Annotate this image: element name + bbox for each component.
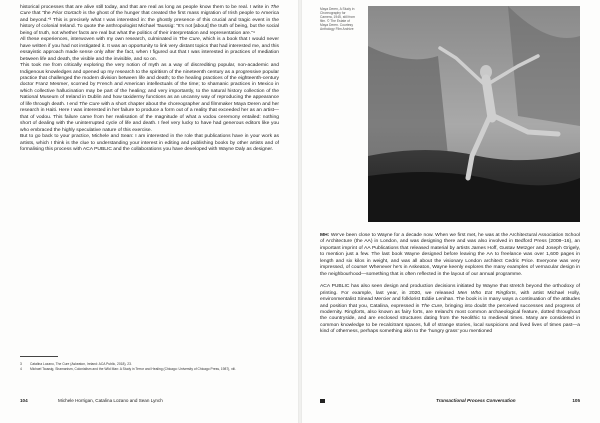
left-body-text: [20, 5, 279, 153]
text-run: is the ghost of the hunger that created the first mass migration of Irish people to America and beyond.”³ This is precisely what I was interested in: the ghostly presence of this crucial and tragic event in the history of colonial Ireland. To quote the anthropologist Michael Taussig: “It’s not [about] the truth of being, but the social being of truth, not whether facts are real but what the politics of their interpretation and representation are.”⁴: [20, 11, 279, 36]
footnote-text: Catalina Lozano, The Cure (Askeaton, Ireland: ACA Public, 2018), 23.: [30, 362, 132, 366]
text-run: , with artist Michael Holly, environmentalist Sinead Mercier and folklorist Eddie Lenihan. The book is in many ways a continuation of the attitudes and position that you, Catalina, expressed in: [320, 290, 580, 309]
italic-title: The Cure: [20, 5, 279, 17]
italic-title: The Cure: [421, 303, 443, 309]
text-run: ACA PUBLIC has also seen design and production decisions initiated by Wayne that stretch beyond the orthodoxy of printing. For example, last year, in 2020, we released: [320, 284, 580, 296]
italic-title: Men Who Eat Ringforts: [457, 290, 516, 296]
paragraph: [20, 134, 279, 153]
text-run: All these experiences, interwoven with my own research, culminated in: [20, 37, 179, 43]
text-run: with a short chapter about the choreographer and filmmaker Maya Deren and her research in Haiti. Here I was interested in her failure to produce a form out of a reality that exceeded her as an artist—that of vodou. This failure came from her realisation of the magnitude of what a vodou ceremony entailed: nothing short of dealing with the uninterrupted cycle of life and death. I feel very lucky to have had generous editors like you who embraced the highly speculative nature of this exercise.: [20, 101, 279, 133]
italic-title: The Cure: [79, 101, 100, 107]
paragraph: [20, 63, 279, 134]
text-run: that “the: [30, 11, 53, 17]
text-run: , bringing into doubt the perceived successes and progress of modernity. Ringforts, also known as fairy forts, are Ireland’s most common archaeological feature, dotted throughout the countryside, and are enclosed structures dating from the Neolithic to medieval times. Many are considered in common knowledge to be recalcitrant spaces, full of strange stories, local suspicions and lived lives of times past—a kind of otherness, perhaps something akin to the ‘hungry grass’ you mentioned: [320, 303, 580, 335]
page-number: 104: [20, 398, 28, 403]
footnote-number: 4: [20, 366, 22, 371]
right-body-text: [320, 233, 580, 342]
folio-square-mark: [320, 399, 325, 403]
footnote-rule: [20, 356, 58, 357]
paragraph: [320, 284, 580, 336]
text-run: , which is a book that I would never have written if you had not instigated it. It was an opportunity to link very distant topics that had interested me, and this essayistic approach made sense only after the fact, when I figured out that I was interested in practices of mediation between life and death, the visible and the invisible, and so on.: [20, 37, 279, 62]
footnote-text: Michael Taussig, Shamanism, Colonialism and the Wild Man: A Study in Terror and Healing (Chicago: University of Chicago Press, 1987), xiii.: [30, 366, 236, 371]
paragraph: [20, 5, 279, 37]
paragraph: [20, 37, 279, 63]
photo-caption: Maya Deren, A Study in Choreography for Camera, 1945, still from film. © The Estate of Maya Deren. Courtesy Anthology Film Archive: [320, 7, 355, 32]
footnote: [20, 367, 279, 371]
italic-title: Féar Gortach: [52, 11, 82, 17]
footnotes: [20, 362, 279, 372]
running-head-title: Transactional Process Conversation: [436, 398, 516, 403]
dancer-photograph: [368, 6, 580, 222]
footnote-number: 3: [20, 362, 22, 366]
running-head-authors: Michele Horrigan, Catalina Lozano and Sean Lynch: [58, 398, 163, 403]
speaker-initials: MH:: [320, 233, 330, 238]
text-run: This took me from critically exploring the very notion of myth as a way of discrediting popular, non-academic and Indigenous knowledges and opened up my research to the spiritism of the nineteenth century as a progressive popular practice that challenged the modern division between life and death; to the healing practices of the eighteenth-century doctor Franz Mesmer, scorned by French and American intellectuals of the time; to shamanic practices in Mexico in which collective hallucination may be part of the healing; and very importantly, to the natural history collection of the National Museum of Ireland in Dublin and how taxidermy functions as an uncanny way of reproducing the appearance of life through death. I end: [20, 63, 279, 107]
page-number: 105: [572, 398, 580, 403]
italic-title: The Cure: [178, 37, 200, 43]
text-run: But to go back to your practice, Michele and Sean: I am interested in the role that publications have in your work as artists, which I think is the clue to understanding your interest in editing and publishing books by other artists and of formalising this process with ACA PUBLIC and the collaborations you have developed with Wayne Daly as designer.: [20, 134, 279, 152]
left-page: [0, 0, 298, 423]
text-run: historical processes that are alive still today, and that are real as long as people know them to be real. I write in: [20, 5, 271, 10]
text-run: We’ve been close to Wayne for a decade now. When we first met, he was at the Architectural Association School of Architecture (the AA) in London, and was designing there and was also involved in Bedford Press (2008–16), an important imprint of AA Publications that released material by artists James Hoff, Gustav Metzger and Joseph Grigely, to mention just a few. The last book Wayne designed before leaving the AA to freelance was over 1,600 pages in length and six kilos in weight, and was all about the visionary London architect Cedric Price. Everyone was very impressed, of course! Whenever he’s in Askeaton, Wayne keenly explores the many examples of vernacular design in the neighbourhood—something that is often reflected in the layout of our annual programme.: [320, 233, 580, 277]
footnote: [20, 362, 279, 366]
left-folio: [20, 397, 279, 405]
paragraph: [320, 233, 580, 278]
right-folio: [320, 397, 580, 405]
